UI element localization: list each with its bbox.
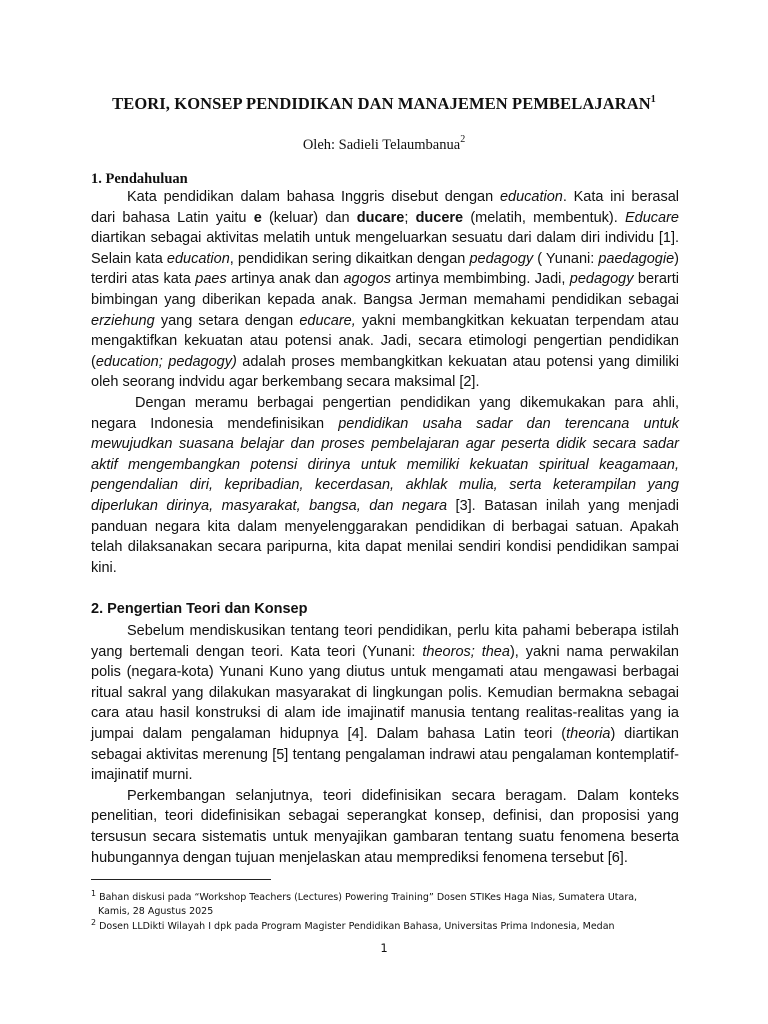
footnote-2 [91, 916, 691, 934]
author-line [0, 134, 768, 154]
title-footnote-ref: 1 [650, 94, 656, 105]
footnote-1 [91, 887, 691, 919]
author-footnote-ref: 2 [460, 134, 466, 145]
section-1-paragraph-2: Dengan meramu berbagai pengertian pendidikan yang dikemukakan para ahli, negara Indonesia mendefinisikan pendidikan usaha sadar dan terencana untuk mewujudkan suasana belajar dan proses pembelajaran agar peserta didik secara sadar aktif mengembangkan potensi dirinya untuk memiliki kekuatan spiritual keagamaan, pengendalian diri, kepribadian, kecerdasan, akhlak mulia, serta keterampilan yang diperlukan dirinya, masyarakat, bangsa, dan negara [3]. Batasan inilah yang menjadi panduan negara kita dalam menyelenggarakan pendidikan di berbagai satuan. Apakah telah dilaksanakan secara paripurna, kita dapat menilai sendiri kondisi pendidikan sampai kini. [91, 394, 679, 576]
footnote-divider [91, 879, 271, 880]
footnote-1-mark: 1 [91, 889, 97, 898]
section-1-heading: 1. Pendahuluan [91, 171, 188, 187]
document-title [0, 94, 768, 114]
title-text: TEORI, KONSEP PENDIDIKAN DAN MANAJEMEN PEMBELAJARAN [112, 94, 651, 113]
section-2-heading: 2. Pengertian Teori dan Konsep [91, 601, 308, 617]
footnote-2-text: Dosen LLDikti Wilayah I dpk pada Program Magister Pendidikan Bahasa, Universitas Prima Indonesia, Medan [99, 921, 615, 933]
section-1-paragraph-1: Kata pendidikan dalam bahasa Inggris disebut dengan education. Kata ini berasal dari bahasa Latin yaitu e (keluar) dan ducare; ducere (melatih, membentuk). Educare diartikan sebagai aktivitas melatih untuk mengeluarkan sesuatu dari dalam diri individu [1]. Selain kata education, pendidikan sering dikaitkan dengan pedagogy ( Yunani: paedagogie) terdiri atas kata paes artinya anak dan agogos artinya membimbing. Jadi, pedagogy berarti bimbingan yang diberikan kepada anak. Bangsa Jerman memahami pendidikan sebagai erziehung yang setara dengan educare, yakni membangkitkan kekuatan terpendam atau mengaktifkan kekuatan atau potensi anak. Jadi, secara etimologi pengertian pendidikan (education; pedagogy) adalah proses membangkitkan kekuatan atau potensi yang dimiliki oleh seorang indvidu agar berkembang secara maksimal [2]. [91, 189, 679, 391]
page-number: 1 [380, 941, 388, 955]
section-1-body [91, 187, 679, 578]
footnote-2-mark: 2 [91, 918, 97, 927]
section-2-paragraph-1: Sebelum mendiskusikan tentang teori pendidikan, perlu kita pahami beberapa istilah yang bertemali dengan teori. Kata teori (Yunani: theoros; thea), yakni nama perwakilan polis (negara-kota) Yunani Kuno yang diutus untuk mengamati atau mengawasi berbagai ritual sakral yang dilakukan masyarakat di lingkungan polis. Kemudian bermakna sebagai cara atau hasil konstruksi di alam ide imajinatif manusia tentang realitas-realitas yang ia jumpai dalam pengalaman hidupnya [4]. Dalam bahasa Latin teori (theoria) diartikan sebagai aktivitas merenung [5] tentang pengalaman indrawi atau pengalaman kontemplatif-imajinatif murni. [91, 623, 679, 784]
author-text: Oleh: Sadieli Telaumbanua [302, 137, 461, 153]
footnote-1-continuation: Kamis, 28 Agustus 2025 [98, 906, 214, 918]
section-2-body [91, 621, 679, 868]
section-2-paragraph-2: Perkembangan selanjutnya, teori didefinisikan secara beragam. Dalam konteks penelitian, teori didefinisikan sebagai seperangkat konsep, definisi, dan proposisi yang tersusun secara sistematis untuk menyajikan gambaran tentang suatu fenomena beserta hubungannya dengan tujuan menjelaskan atau memprediksi fenomena tersebut [6]. [91, 787, 679, 866]
footnote-1-text: Bahan diskusi pada “Workshop Teachers (Lectures) Powering Training” Dosen STIKes Haga Nias, Sumatera Utara, [99, 892, 638, 904]
